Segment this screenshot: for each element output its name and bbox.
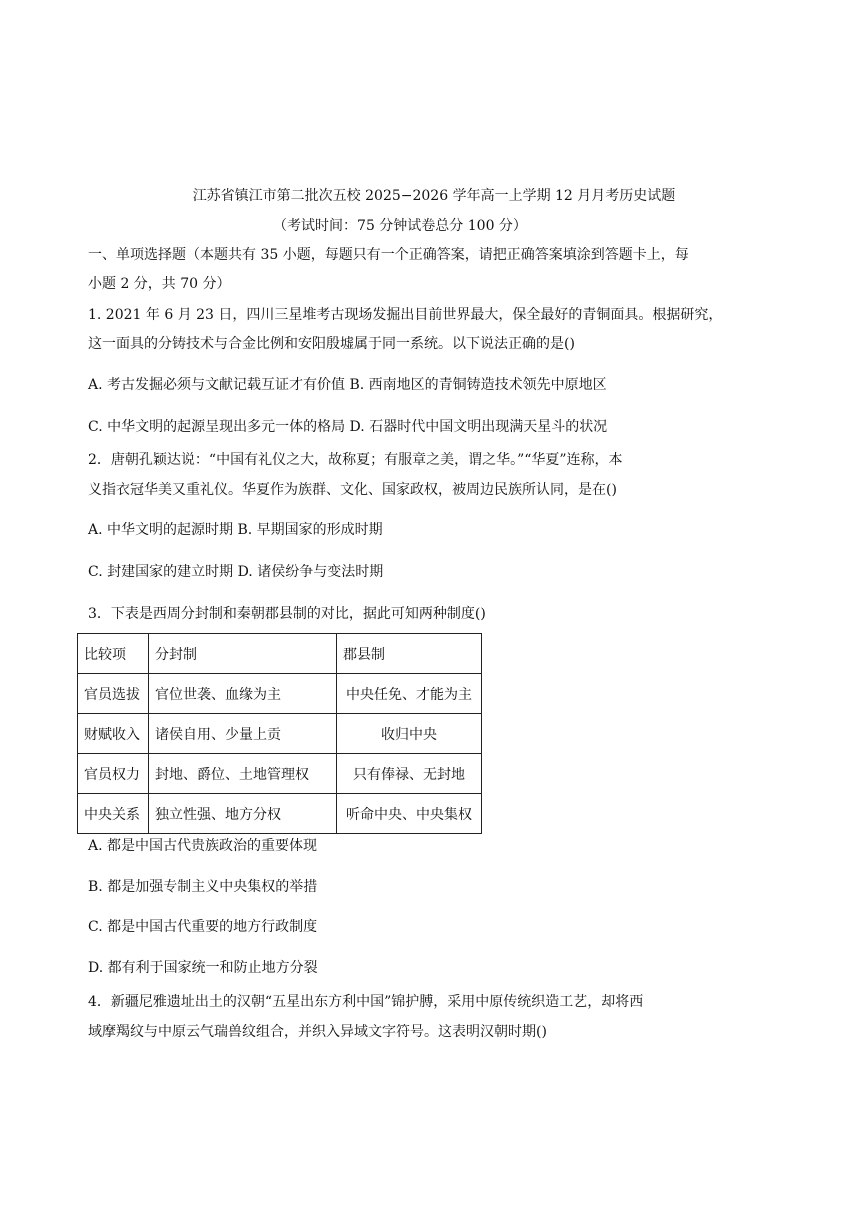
question-1-stem-line-2: 这一面具的分铸技术与合金比例和安阳殷墟属于同一系统。以下说法正确的是() <box>88 336 575 352</box>
table-row <box>78 794 482 834</box>
question-1-options-cd: C. 中华文明的起源呈现出多元一体的格局 D. 石器时代中国文明出现满天星斗的状况 <box>88 419 608 435</box>
table-cell: 官位世袭、血缘为主 <box>149 674 337 714</box>
section-heading-line-2: 小题 2 分，共 70 分） <box>88 276 231 292</box>
question-2-options-cd: C. 封建国家的建立时期 D. 诸侯纷争与变法时期 <box>88 564 384 580</box>
table-header-cell: 分封制 <box>149 634 337 674</box>
section-heading-line-1: 一、单项选择题（本题共有 35 小题，每题只有一个正确答案，请把正确答案填涂到答题卡上，每 <box>88 247 689 263</box>
table-row <box>78 714 482 754</box>
question-2-stem-line-1: 2．唐朝孔颖达说：“中国有礼仪之大，故称夏；有服章之美，谓之华。”“华夏”连称，本 <box>88 452 623 468</box>
table-header-cell: 比较项 <box>78 634 149 674</box>
table-cell: 诸侯自用、少量上贡 <box>149 714 337 754</box>
table-cell: 官员权力 <box>78 754 149 794</box>
table-cell: 封地、爵位、土地管理权 <box>149 754 337 794</box>
question-1-options-ab: A. 考古发掘必须与文献记载互证才有价值 B. 西南地区的青铜铸造技术领先中原地区 <box>88 377 607 393</box>
question-1-stem-line-1: 1. 2021 年 6 月 23 日，四川三星堆考古现场发掘出目前世界最大，保全最好的青铜面具。根据研究， <box>88 307 723 323</box>
comparison-table <box>77 633 482 834</box>
table-cell: 中央关系 <box>78 794 149 834</box>
question-3-option-c: C. 都是中国古代重要的地方行政制度 <box>88 919 318 935</box>
table-row <box>78 674 482 714</box>
question-3-stem: 3．下表是西周分封制和秦朝郡县制的对比，据此可知两种制度() <box>88 606 486 622</box>
exam-title: 江苏省镇江市第二批次五校 2025−2026 学年高一上学期 12 月月考历史试题 <box>192 188 676 204</box>
question-2-stem-line-2: 义指衣冠华美又重礼仪。华夏作为族群、文化、国家政权，被周边民族所认同，是在() <box>88 482 617 498</box>
question-3-option-d: D. 都有利于国家统一和防止地方分裂 <box>88 960 318 976</box>
table-cell: 独立性强、地方分权 <box>149 794 337 834</box>
table-cell: 听命中央、中央集权 <box>337 794 482 834</box>
table-cell: 财赋收入 <box>78 714 149 754</box>
table-header-row <box>78 634 482 674</box>
exam-subtitle: （考试时间：75 分钟试卷总分 100 分） <box>273 218 527 234</box>
table-row <box>78 754 482 794</box>
table-cell: 中央任免、才能为主 <box>337 674 482 714</box>
question-3-option-a: A. 都是中国古代贵族政治的重要体现 <box>88 838 318 854</box>
table-cell: 收归中央 <box>337 714 482 754</box>
table-header-cell: 郡县制 <box>337 634 482 674</box>
question-4-stem-line-2: 域摩羯纹与中原云气瑞兽纹组合，并织入异域文字符号。这表明汉朝时期() <box>88 1024 547 1040</box>
question-3-option-b: B. 都是加强专制主义中央集权的举措 <box>88 879 318 895</box>
question-4-stem-line-1: 4．新疆尼雅遗址出土的汉朝“五星出东方利中国”锦护膊，采用中原传统织造工艺，却将西 <box>88 994 644 1010</box>
table-cell: 只有俸禄、无封地 <box>337 754 482 794</box>
table-cell: 官员选拔 <box>78 674 149 714</box>
question-2-options-ab: A. 中华文明的起源时期 B. 早期国家的形成时期 <box>88 522 383 538</box>
